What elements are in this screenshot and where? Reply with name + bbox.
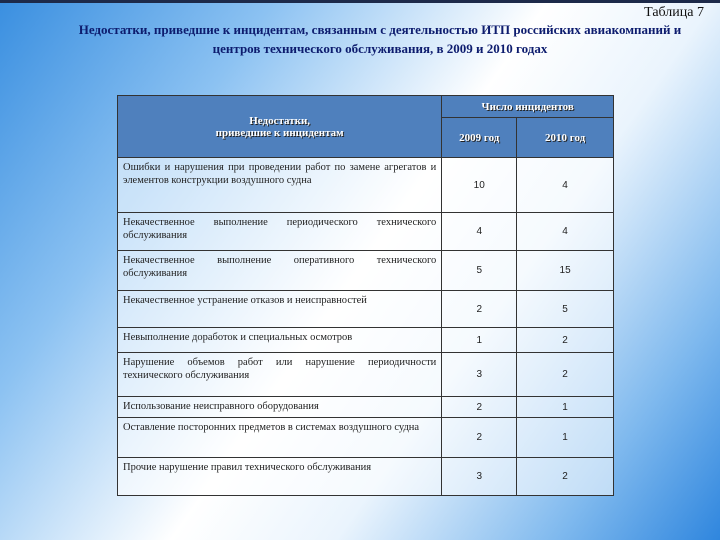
table-row	[118, 158, 614, 213]
value-2009: 3	[442, 353, 517, 397]
row-label: Некачественное устранение отказов и неисправностей	[118, 291, 442, 328]
value-2009: 1	[442, 328, 517, 353]
value-2009: 2	[442, 418, 517, 458]
table-row	[118, 418, 614, 458]
header-line-1: Недостатки,	[249, 114, 311, 127]
header-shortcomings	[118, 96, 442, 158]
top-border	[0, 0, 720, 3]
table-row	[118, 251, 614, 291]
row-label: Ошибки и нарушения при проведении работ по замене агрегатов и элементов конструкции воздушного судна	[118, 158, 442, 213]
value-2010: 2	[517, 458, 614, 496]
table-number: Таблица 7	[644, 5, 704, 20]
table-row	[118, 213, 614, 251]
page-title	[40, 20, 720, 58]
table-row	[118, 328, 614, 353]
header-2010: 2010 год	[517, 118, 614, 158]
row-label: Некачественное выполнение периодического технического обслуживания	[118, 213, 442, 251]
row-label: Прочие нарушение правил технического обслуживания	[118, 458, 442, 496]
table-row	[118, 458, 614, 496]
row-label: Невыполнение доработок и специальных осмотров	[118, 328, 442, 353]
table-row	[118, 397, 614, 418]
value-2010: 5	[517, 291, 614, 328]
value-2009: 2	[442, 291, 517, 328]
header-incident-count: Число инцидентов	[442, 96, 614, 118]
value-2009: 2	[442, 397, 517, 418]
value-2010: 15	[517, 251, 614, 291]
row-label: Оставление посторонних предметов в системах воздушного судна	[118, 418, 442, 458]
row-label: Использование неисправного оборудования	[118, 397, 442, 418]
value-2010: 1	[517, 397, 614, 418]
header-2009: 2009 год	[442, 118, 517, 158]
value-2009: 10	[442, 158, 517, 213]
value-2010: 4	[517, 213, 614, 251]
row-label: Нарушение объемов работ или нарушение периодичности технического обслуживания	[118, 353, 442, 397]
value-2010: 2	[517, 328, 614, 353]
table-row	[118, 353, 614, 397]
value-2010: 4	[517, 158, 614, 213]
table-row	[118, 291, 614, 328]
value-2009: 4	[442, 213, 517, 251]
title-line-2: центров технического обслуживания, в 2009 и 2010 годах	[212, 41, 548, 56]
title-line-1: Недостатки, приведшие к инцидентам, связанным с деятельностью ИТП российских авиакомпаний и	[78, 22, 682, 37]
value-2010: 1	[517, 418, 614, 458]
row-label: Некачественное выполнение оперативного технического обслуживания	[118, 251, 442, 291]
incidents-table	[117, 95, 614, 496]
value-2009: 5	[442, 251, 517, 291]
value-2009: 3	[442, 458, 517, 496]
header-line-2: приведшие к инцидентам	[215, 126, 344, 139]
value-2010: 2	[517, 353, 614, 397]
